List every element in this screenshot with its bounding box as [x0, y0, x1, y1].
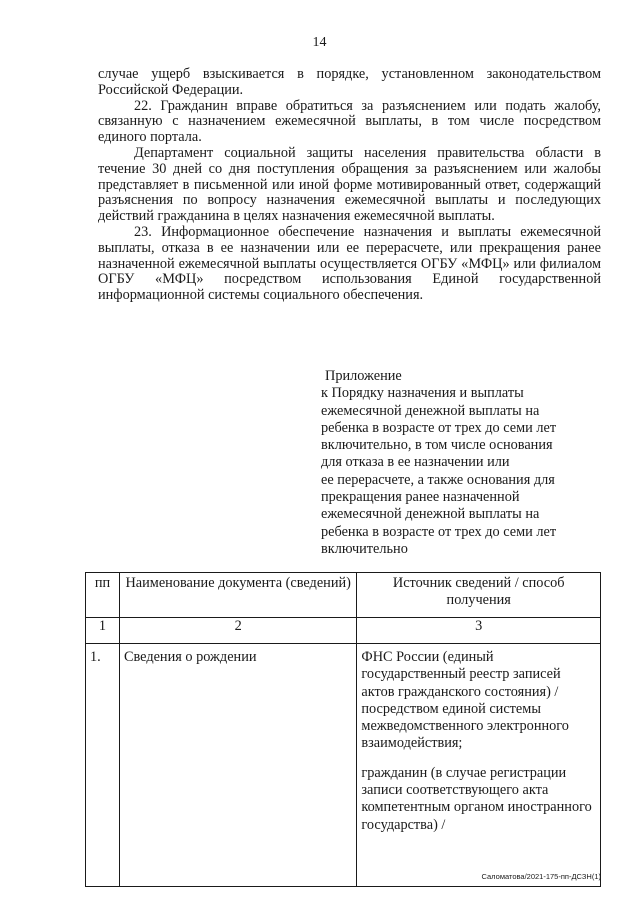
appendix-line: ребенка в возрасте от трех до семи лет: [321, 523, 557, 540]
appendix-heading: [321, 368, 611, 558]
table-header-row: [86, 573, 601, 618]
appendix-line: ежемесячной денежной выплаты на: [321, 402, 540, 419]
paragraph-22: 22. Гражданин вправе обратиться за разъяснением или подать жалобу, связанную с назначением ежемесячной выплаты, в том числе посредством единого портала.: [98, 97, 601, 146]
column-number: 2: [119, 618, 356, 644]
column-number-row: [86, 618, 601, 644]
appendix-line: ежемесячной денежной выплаты на: [321, 506, 540, 523]
row-source: [357, 644, 601, 887]
documents-table: [85, 572, 601, 887]
appendix-line: ребенка в возрасте от трех до семи лет: [321, 419, 557, 436]
column-number: 1: [86, 618, 120, 644]
table-row: [86, 644, 601, 887]
row-document: Сведения о рождении: [119, 644, 356, 887]
paragraph-23: 23. Информационное обеспечение назначения и выплаты ежемесячной выплаты, отказа в ее назначении или ее перерасчете, или прекращения ранее назначенной ежемесячной выплаты осуществляется ОГБУ «МФЦ» или филиалом ОГБУ «МФЦ» посредством использования Единой государственной информационной системы социального обеспечения.: [98, 223, 601, 304]
header-num: пп: [86, 573, 120, 618]
header-document: Наименование документа (сведений): [119, 573, 356, 618]
appendix-line: включительно: [321, 540, 408, 557]
appendix-line: прекращения ранее назначенной: [321, 489, 520, 506]
body-text: [98, 67, 601, 304]
appendix-line: ее перерасчете, а также основания для: [321, 471, 555, 488]
page-number: 14: [312, 35, 327, 50]
appendix-line: для отказа в ее назначении или: [321, 454, 510, 471]
paragraph-department: Департамент социальной защиты населения правительства области в течение 30 дней со дня поступления обращения за разъяснением или жалобы представляет в письменной или иной форме мотивированный ответ, содержащий разъяснения по вопросу назначения ежемесячной выплаты и последующих действий гражданина в целях назначения ежемесячной выплаты.: [98, 144, 601, 225]
source-item: гражданин (в случае регистрации записи соответствующего акта компетентным органом иностранного государства) /: [361, 764, 592, 833]
appendix-line: включительно, в том числе основания: [321, 437, 553, 454]
paragraph-continuation: случае ущерб взыскивается в порядке, установленном законодательством Российской Федерации.: [98, 66, 601, 98]
appendix-line: к Порядку назначения и выплаты: [321, 385, 524, 402]
header-source: Источник сведений / способ получения: [357, 573, 601, 618]
source-item: ФНС России (единый государственный реестр записей актов гражданского состояния) / посредством единой системы межведомственного электронного взаимодействия;: [361, 649, 569, 752]
appendix-title: Приложение: [325, 368, 402, 384]
row-number: 1.: [86, 644, 120, 887]
document-footer-code: Саломатова/2021-175-пп-ДСЗН(1): [481, 872, 601, 881]
column-number: 3: [357, 618, 601, 644]
